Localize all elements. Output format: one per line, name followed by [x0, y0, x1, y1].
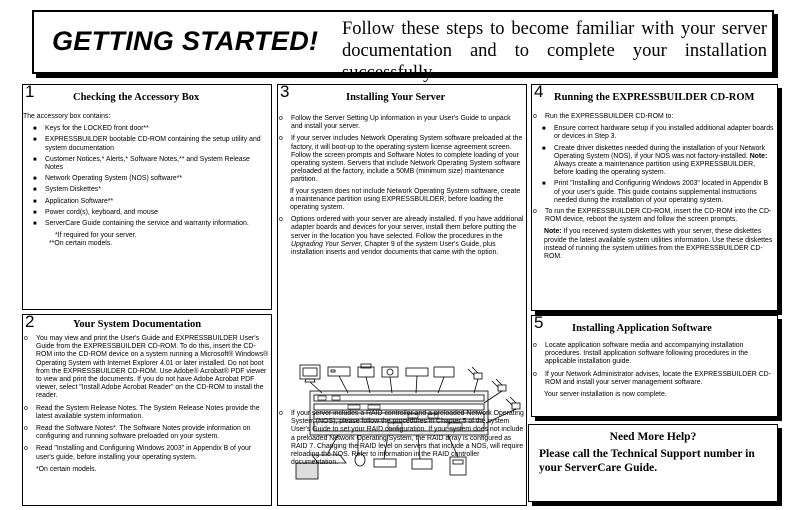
- section-body: [532, 113, 775, 265]
- speaker-icon: [382, 367, 398, 377]
- section-body: [532, 342, 775, 403]
- bullet-square-icon: ■: [542, 181, 546, 188]
- list-item: ■ Keys for the LOCKED front door**: [33, 125, 149, 133]
- bullet-square-icon: ■: [542, 126, 546, 133]
- list-item: o Follow the Server Setting Up information in your User's Guide to unpack and install your server.: [279, 115, 511, 131]
- printer-icon: [358, 364, 374, 377]
- list-item: o If your Network Administrator advises, locate the EXPRESSBUILDER CD-ROM and install your server management software.: [533, 370, 771, 386]
- bullet-circle-icon: o: [279, 135, 283, 143]
- power-plug-icon: [506, 397, 520, 409]
- note: Note: If you received system diskettes with your server, these diskettes provide the latest available system utilities information. Use these diskettes instead of running the system utilities from the EXPRESSBUILDER CD-ROM.: [544, 228, 773, 261]
- bullet-square-icon: ■: [33, 176, 37, 183]
- monitor-icon: [300, 365, 320, 382]
- header-banner: [32, 10, 774, 83]
- section-number: 1: [25, 82, 35, 101]
- paragraph: Your server installation is now complete.: [544, 391, 667, 399]
- section-system-documentation: [22, 314, 272, 506]
- section-running-expressbuilder: [531, 84, 778, 311]
- list-item: o If your server includes a RAID controller and a preloaded Network Operating System (NOS), please follow the procedures in Chapter 5 of the system User's Guide to set your RAID configuration. If your system does not include a preloaded Network Operating System, the RAID array is configured as RAID 7. Changing the RAID level on servers that include a NOS, will require reloading the NOS. Refer to information in the RAID controller documentation.: [279, 410, 524, 467]
- section-body-lower: [278, 410, 524, 471]
- bullet-square-icon: ■: [33, 221, 37, 228]
- bullet-circle-icon: o: [24, 404, 28, 412]
- bullet-square-icon: ■: [33, 126, 37, 133]
- bullet-circle-icon: o: [533, 342, 537, 349]
- bullet-circle-icon: o: [533, 208, 537, 216]
- power-plug-icon: [468, 367, 482, 379]
- list-item: o Options ordered with your server are already installed. If you have additional adapter boards and devices for your server, install them before putting the server in the location you have selected. Follow the procedures in the Upgrading Your Server, Chapter 9 of the system User's Guide, plus installation inserts and vendor documents that came with the option.: [279, 216, 524, 257]
- hub-icon: [406, 368, 428, 376]
- bullet-square-icon: ■: [33, 198, 37, 205]
- section-body: [23, 113, 269, 249]
- list-item: o You may view and print the User's Guide and EXPRESSBUILDER User's Guide from the EXPRESSBUILDER CD-ROM. To do this, insert the CD-ROM into the CD-ROM device on a system running a Microsoft® Windows® Operating System with Internet Explorer 4.01 or later installed. Do not boot from the EXPRESSBUILDER CD-ROM. Use Adobe® Acrobat® PDF viewer to view and print the documents. If you do not have Adobe Acrobat PDF viewer, select "Install Adobe Acrobat Reader" on the CD-ROM to install the reader.: [24, 335, 269, 400]
- list-item: o If your server includes Network Operating System software preloaded at the factory, it will boot-up to the operating system license agreement screen. Follow the screen prompts and Software Notes to complete loading of your operating system. Servers that include Network Operating System software preloaded at the factory, include a 50MB (minimum size) maintenance partition.: [279, 135, 523, 184]
- section-body: [23, 335, 269, 474]
- list-item: ■ Network Operating System (NOS) software**: [33, 175, 183, 183]
- paragraph: If your system does not include Network Operating System software, create a maintenance partition using EXPRESSBUILDER, before loading the operating system.: [290, 187, 521, 212]
- list-item: ■ Ensure correct hardware setup if you installed additional adapter boards or devices in Step 3.: [542, 125, 774, 141]
- section-number: 5: [534, 313, 544, 332]
- list-item: o Locate application software media and accompanying installation procedures. Install application software following procedures in the applicable installation guide.: [533, 342, 749, 366]
- section-number: 4: [534, 82, 544, 101]
- page-subtitle: Follow these steps to become familiar with your server documentation and to complete your installation successfully.: [342, 19, 767, 83]
- section-application-software: [531, 315, 778, 417]
- help-title: Need More Help?: [609, 431, 697, 443]
- help-box: [528, 424, 778, 502]
- list-item: ■ Print "Installing and Configuring Windows 2003" located in Appendix B of your user's guide. This guide contains supplemental instructions needed during the installation of your operating system.: [542, 180, 769, 204]
- list-item: ■ System Diskettes*: [33, 186, 101, 194]
- list-item: o Read the System Release Notes. The System Release Notes provide the latest available system information.: [24, 404, 260, 420]
- section-number: 2: [25, 312, 35, 331]
- section-body: [278, 115, 524, 261]
- list-item: ■ Customer Notices,* Alerts,* Software Notes,** and System Release Notes: [33, 155, 250, 172]
- bullet-circle-icon: o: [279, 410, 283, 417]
- bullet-circle-icon: o: [279, 216, 283, 224]
- footnote: *If required for your server.: [55, 232, 137, 240]
- list-item: o Read "Installing and Configuring Windows 2003" in Appendix B of your user's guide, before installing your operating system.: [24, 445, 252, 461]
- list-item: ■ EXPRESSBUILDER bootable CD-ROM containing the setup utility and system documentation: [33, 136, 261, 152]
- network-device-icon: [434, 367, 454, 377]
- list-item: ■ Application Software**: [33, 197, 114, 205]
- bullet-square-icon: ■: [33, 156, 37, 163]
- help-text: Please call the Technical Support number in your ServerCare Guide.: [539, 448, 755, 474]
- section-title: Installing Application Software: [572, 323, 712, 334]
- bullet-circle-icon: o: [24, 335, 28, 342]
- section-installing-server: [277, 84, 527, 506]
- footnote: **On certain models.: [49, 240, 113, 248]
- list-item: ■ Create driver diskettes needed during the installation of your Network Operating System (NOS), if your NOS was not factory-installed. Note: Always create a maintenance partition using EXPRESSBUILDER, before loading the operating system.: [542, 144, 768, 177]
- section-intro: The accessory box contains:: [23, 113, 111, 120]
- section-title: Running the EXPRESSBUILDER CD-ROM: [554, 92, 755, 103]
- section-title: Installing Your Server: [346, 92, 446, 103]
- list-item: o Run the EXPRESSBUILDER CD-ROM to:: [533, 113, 674, 120]
- bullet-square-icon: ■: [33, 137, 37, 144]
- bullet-square-icon: ■: [33, 209, 37, 216]
- section-number: 3: [280, 82, 290, 101]
- page-title: GETTING STARTED!: [52, 26, 319, 56]
- list-item: ■ ServerCare Guide containing the service and warranty information.: [33, 220, 249, 228]
- bullet-circle-icon: o: [279, 115, 283, 122]
- bullet-circle-icon: o: [533, 370, 537, 378]
- bullet-circle-icon: o: [24, 445, 28, 453]
- bullet-circle-icon: o: [533, 113, 537, 120]
- bullet-square-icon: ■: [33, 187, 37, 194]
- section-accessory-box: [22, 84, 272, 310]
- power-plug-icon: [492, 379, 506, 391]
- bullet-circle-icon: o: [24, 425, 28, 433]
- modem-icon: [328, 367, 350, 376]
- section-title: Your System Documentation: [73, 319, 202, 330]
- list-item: ■ Power cord(s), keyboard, and mouse: [33, 208, 158, 216]
- bullet-square-icon: ■: [542, 145, 546, 152]
- section-title: Checking the Accessory Box: [73, 92, 200, 103]
- list-item: o Read the Software Notes*. The Software Notes provide information on configuring and running software preloaded on your system.: [24, 425, 251, 441]
- list-item: o To run the EXPRESSBUILDER CD-ROM, insert the CD-ROM into the CD-ROM device, reboot the system and follow the screen prompts.: [533, 208, 772, 224]
- footnote: *On certain models.: [36, 465, 97, 473]
